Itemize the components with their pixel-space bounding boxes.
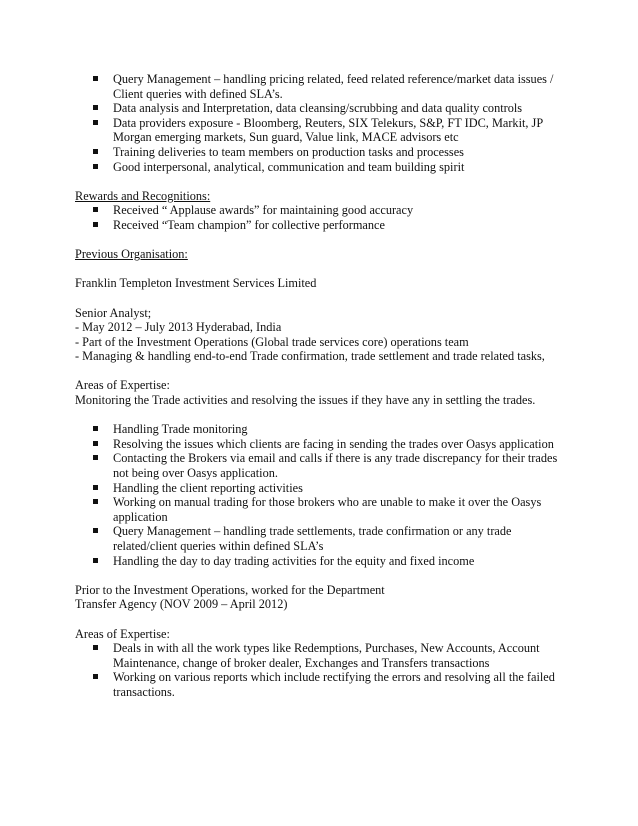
square-bullet-icon bbox=[93, 76, 98, 81]
square-bullet-icon bbox=[93, 558, 98, 563]
list-item: Good interpersonal, analytical, communication and team building spirit bbox=[75, 160, 575, 175]
rewards-heading: Rewards and Recognitions: bbox=[75, 188, 211, 203]
expertise-heading: Areas of Expertise: bbox=[75, 626, 170, 641]
role-title: Senior Analyst; bbox=[75, 305, 152, 320]
role-line: - May 2012 – July 2013 Hyderabad, India bbox=[75, 320, 282, 335]
square-bullet-icon bbox=[93, 164, 98, 169]
rewards-list bbox=[75, 203, 575, 232]
square-bullet-icon bbox=[93, 674, 98, 679]
previous-organisation-heading: Previous Organisation: bbox=[75, 247, 188, 262]
role-line: - Part of the Investment Operations (Global trade services core) operations team bbox=[75, 334, 469, 349]
square-bullet-icon bbox=[93, 426, 98, 431]
list-item: Handling the client reporting activities bbox=[75, 481, 575, 496]
list-item: Working on various reports which include rectifying the errors and resolving all the failed transactions. bbox=[75, 670, 575, 699]
prior-line: Prior to the Investment Operations, worked for the Department bbox=[75, 582, 385, 597]
square-bullet-icon bbox=[93, 485, 98, 490]
list-item: Contacting the Brokers via email and calls if there is any trade discrepancy for their trades not being over Oasys application. bbox=[75, 451, 575, 480]
prior-line: Transfer Agency (NOV 2009 – April 2012) bbox=[75, 597, 288, 612]
square-bullet-icon bbox=[93, 441, 98, 446]
square-bullet-icon bbox=[93, 499, 98, 504]
expertise-list bbox=[75, 641, 575, 699]
list-item: Working on manual trading for those brokers who are unable to make it over the Oasys application bbox=[75, 495, 575, 524]
company-name: Franklin Templeton Investment Services Limited bbox=[75, 276, 317, 291]
list-item: Query Management – handling pricing related, feed related reference/market data issues / Client queries with defined SLA’s. bbox=[75, 72, 575, 101]
square-bullet-icon bbox=[93, 207, 98, 212]
role-line: - Managing & handling end-to-end Trade confirmation, trade settlement and trade related tasks, bbox=[75, 349, 545, 364]
square-bullet-icon bbox=[93, 105, 98, 110]
list-item: Received “ Applause awards” for maintaining good accuracy bbox=[75, 203, 575, 218]
expertise-summary: Monitoring the Trade activities and resolving the issues if they have any in settling the trades. bbox=[75, 393, 536, 408]
resume-page bbox=[75, 72, 575, 700]
square-bullet-icon bbox=[93, 120, 98, 125]
square-bullet-icon bbox=[93, 149, 98, 154]
list-item: Query Management – handling trade settlements, trade confirmation or any trade related/client queries within defined SLA’s bbox=[75, 524, 575, 553]
square-bullet-icon bbox=[93, 455, 98, 460]
list-item: Handling the day to day trading activities for the equity and fixed income bbox=[75, 554, 575, 569]
list-item: Handling Trade monitoring bbox=[75, 422, 575, 437]
expertise-heading: Areas of Expertise: bbox=[75, 378, 170, 393]
expertise-list bbox=[75, 422, 575, 568]
list-item: Resolving the issues which clients are facing in sending the trades over Oasys application bbox=[75, 437, 575, 452]
top-bullet-list bbox=[75, 72, 575, 174]
list-item: Data analysis and Interpretation, data cleansing/scrubbing and data quality controls bbox=[75, 101, 575, 116]
square-bullet-icon bbox=[93, 528, 98, 533]
list-item: Received “Team champion” for collective performance bbox=[75, 218, 575, 233]
square-bullet-icon bbox=[93, 222, 98, 227]
list-item: Deals in with all the work types like Redemptions, Purchases, New Accounts, Account Maintenance, change of broker dealer, Exchanges and Transfers transactions bbox=[75, 641, 575, 670]
list-item: Training deliveries to team members on production tasks and processes bbox=[75, 145, 575, 160]
list-item: Data providers exposure - Bloomberg, Reuters, SIX Telekurs, S&P, FT IDC, Markit, JP Morgan emerging markets, Sun guard, Value link, MACE advisors etc bbox=[75, 116, 575, 145]
square-bullet-icon bbox=[93, 645, 98, 650]
